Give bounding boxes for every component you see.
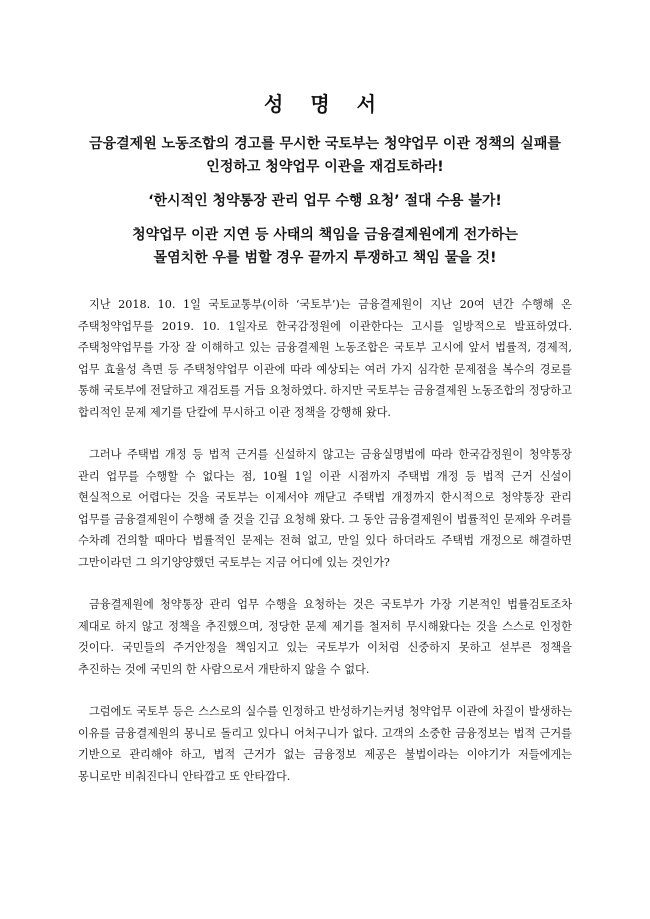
headline-1-line-1: 금융결제원 노동조합의 경고를 무시한 국토부는 청약업무 이관 정책의 실패를 [89,136,561,152]
headline-1-line-2: 인정하고 청약업무 이관을 재검토하라! [206,159,444,175]
headline-2-line-1: ‘한시적인 청약통장 관리 업무 수행 요청’ 절대 수용 불가! [148,193,502,209]
body-paragraph-2: 그러나 주택법 개정 등 법적 근거를 신설하지 않고는 금융실명법에 따라 한국감정원이 청약통장 관리 업무를 수행할 수 없다는 점, 10월 1일 이관 시점까지 주택법 개정 등 법적 근거 신설이 현실적으로 어렵다는 것을 국토부는 이제서야 깨닫고 주택법 개정까지 한시적으로 청약통장 관리 업무를 금융결제원이 수행해 줄 것을 긴급 요청해 왔다. 그 동안 금융결제원이 법률적인 문제와 우려를 수차례 건의할 때마다 법률적인 문제는 전혀 없고, 만일 있다 하더라도 주택법 개정으로 해결하면 그만이라던 그 의기양양했던 국토부는 지금 어디에 있는 것인가? [78,448,572,569]
body-paragraph-4: 그럼에도 국토부 등은 스스로의 실수를 인정하고 반성하기는커녕 청약업무 이관에 차질이 발생하는 이유를 금융결제원의 몽니로 돌리고 있다니 어처구니가 없다. 고객의 소중한 금융정보는 법적 근거를 기반으로 관리해야 하고, 법적 근거가 없는 금융정보 제공은 불법이라는 이야기가 저들에게는 몽니로만 비춰진다니 안타깝고 또 안타깝다. [78,705,572,783]
headline-3 [78,224,572,270]
headline-block [78,133,572,281]
headline-2 [78,190,572,213]
body-paragraph-1: 지난 2018. 10. 1일 국토교통부(이하 ‘국토부’)는 금융결제원이 지난 20여 년간 수행해 온 주택청약업무를 2019. 10. 1일자로 한국감정원에 이관한다는 고시를 일방적으로 발표하였다. 주택청약업무를 가장 잘 이해하고 있는 금융결제원 노동조합은 국토부 고시에 앞서 법률적, 경제적, 업무 효율성 측면 등 주택청약업무 이관에 따라 예상되는 여러 가지 심각한 문제점을 복수의 경로를 통해 국토부에 전달하고 재검토를 거듭 요청하였다. 하지만 국토부는 금융결제원 노동조합의 정당하고 합리적인 문제 제기를 단칼에 무시하고 이관 정책을 강행해 왔다. [78,298,572,419]
document-title: 성 명 서 [264,92,386,116]
headline-3-line-1: 청약업무 이관 지연 등 사태의 책임을 금융결제원에게 전가하는 [132,227,518,243]
headline-1 [78,133,572,179]
body-paragraph-3: 금융결제원에 청약통장 관리 업무 수행을 요청하는 것은 국토부가 가장 기본적인 법률검토조차 제대로 하지 않고 정책을 추진했으며, 정당한 문제 제기를 철저히 무시해왔다는 것을 스스로 인정한 것이다. 국민들의 주거안정을 책임지고 있는 국토부가 이처럼 신중하지 못하고 섣부른 정책을 추진하는 것에 국민의 한 사람으로서 개탄하지 않을 수 없다. [78,598,572,676]
headline-3-line-2: 몰염치한 우를 범할 경우 끝까지 투쟁하고 책임 물을 것! [153,250,497,266]
statement-body [78,294,572,808]
